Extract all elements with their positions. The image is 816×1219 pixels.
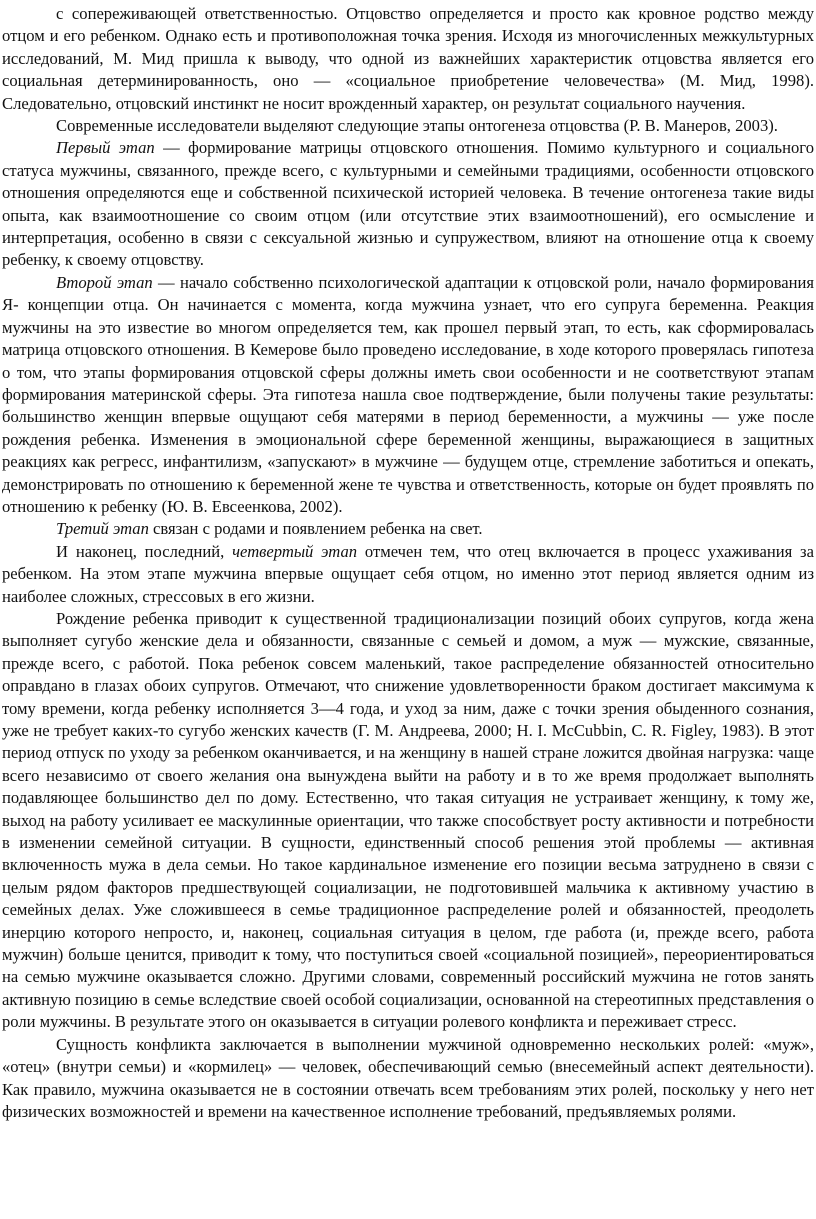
paragraph-text: связан с родами и появлением ребенка на свет. — [148, 519, 483, 539]
paragraph-child-birth-roles — [2, 608, 814, 1034]
paragraph-text: с сопереживающей ответственностью. Отцовство определяется и просто как кровное родство между отцом и его ребенком. Однако есть и противоположная точка зрения. Исходя из многочисленных межкультурных исследований, М. Мид пришла к выводу, что одной из важнейших характеристик отцовства является его социальная детерминированность, оно — «социальное приобретение человечества» (М. Мид, 1998). Следовательно, отцовский инстинкт не носит врожденный характер, он результат социального научения. — [2, 4, 814, 113]
stage-four-label: четвертый этап — [232, 541, 358, 561]
paragraph-stages-intro — [2, 115, 814, 137]
stage-two-label: Второй этап — [56, 272, 153, 292]
paragraph-text: — начало собственно психологической адаптации к отцовской роли, начало формирования Я- концепции отца. Он начинается с момента, когда мужчина узнает, что его супруга беременна. Реакция мужчины на это известие во многом определяется тем, как прошел первый этап, то есть, как сформировалась матрица отцовского отношения. В Кемерове было проведено исследование, в ходе которого проверялась гипотеза о том, что этапы формирования отцовской сферы должны иметь свои особенности и не соответствуют этапам формирования материнской сферы. Эта гипотеза нашла свое подтверждение, были получены такие результаты: большинство женщин впервые ощущают себя матерями в период беременности, а мужчины — уже после рождения ребенка. Изменения в эмоциональной сфере беременной женщины, выражающиеся в защитных реакциях как регресс, инфантилизм, «запускают» в мужчине — будущем отце, стремление заботиться и опекать, демонстрировать по отношению к беременной жене те чувства и ответственность, которые он будет проявлять по отношению к ребенку (Ю. В. Евсеенкова, 2002). — [2, 272, 814, 516]
paragraph-stage-two — [2, 272, 814, 518]
paragraph-fatherhood-definition — [2, 3, 814, 115]
paragraph-stage-four — [2, 541, 814, 608]
stage-three-label: Третий этап — [56, 519, 149, 539]
paragraph-pre-text: И наконец, последний, — [56, 541, 233, 561]
stage-one-label: Первый этап — [56, 138, 155, 158]
paragraph-text: Современные исследователи выделяют следующие этапы онтогенеза отцовства (Р. В. Манеров, 2003). — [56, 116, 778, 136]
paragraph-text: — формирование матрицы отцовского отношения. Помимо культурного и социального статуса мужчины, связанного, прежде всего, с культурными и семейными традициями, особенности отцовского отношения определяются еще и собственной психической историей человека. В течение онтогенеза такие виды опыта, как взаимоотношение со своим отцом (или отсутствие этих взаимоотношений), его осмысление и интерпретация, особенно в связи с сексуальной жизнью и супружеством, влияют на отношение отца к своему ребенку, к своему отцовству. — [2, 138, 814, 270]
paragraph-stage-one — [2, 137, 814, 271]
paragraph-role-conflict — [2, 1034, 814, 1124]
paragraph-text: Рождение ребенка приводит к существенной традиционализации позиций обоих супругов, когда жена выполняет сугубо женские дела и обязанности, связанные с семьей и домом, а муж — мужские, связанные, прежде всего, с работой. Пока ребенок совсем маленький, такое распределение обязанностей относительно оправдано в глазах обоих супругов. Отмечают, что снижение удовлетворенности браком достигает максимума к тому времени, когда ребенку исполняется 3—4 года, и уход за ним, даже с точки зрения обыденного сознания, уже не требует каких-то сугубо женских качеств (Г. М. Андреева, 2000; H. I. McCubbin, C. R. Figley, 1983). В этот период отпуск по уходу за ребенком оканчивается, и на женщину в нашей стране ложится двойная нагрузка: чаще всего независимо от своего желания она вынуждена выйти на работу и в то же время продолжает выполнять подавляющее большинство дел по дому. Естественно, что такая ситуация не устраивает женщину, к тому же, выход на работу усиливает ее маскулинные ориентации, что также способствует росту активности и потребности в изменении семейной ситуации. В сущности, единственный способ решения этой проблемы — активная включенность мужа в дела семьи. Но такое кардинальное изменение его позиции весьма затруднено в связи с целым рядом факторов предшествующей социализации, не подготовившей мальчика к активному участию в семейных делах. Уже сложившееся в семье традиционное распределение ролей и обязанностей, преодолеть инерцию которого непросто, и, наконец, социальная ситуация в целом, где работа (и, прежде всего, работа мужчин) больше ценится, приводит к тому, что поступиться своей «социальной позицией», переориентироваться на семью мужчине оказывается сложно. Другими словами, современный российский мужчина не готов занять активную позицию в семье вследствие своей особой социализации, основанной на стереотипных представления о роли мужчины. В результате этого он оказывается в ситуации ролевого конфликта и переживает стресс. — [2, 608, 814, 1032]
paragraph-text: отмечен тем, что отец включается в процесс ухаживания за ребенком. На этом этапе мужчина впервые ощущает себя отцом, но именно этот период является одним из наиболее сложных, стрессовых в его жизни. — [2, 541, 814, 606]
paragraph-text: Сущность конфликта заключается в выполнении мужчиной одновременно нескольких ролей: «муж», «отец» (внутри семьи) и «кормилец» — человек, обеспечивающий семью (внесемейный аспект деятельности). Как правило, мужчина оказывается не в состоянии отвечать всем требованиям этих ролей, поскольку у него нет физических возможностей и времени на качественное исполнение требований, предъявляемых ролями. — [2, 1034, 814, 1121]
paragraph-stage-three — [2, 518, 814, 540]
